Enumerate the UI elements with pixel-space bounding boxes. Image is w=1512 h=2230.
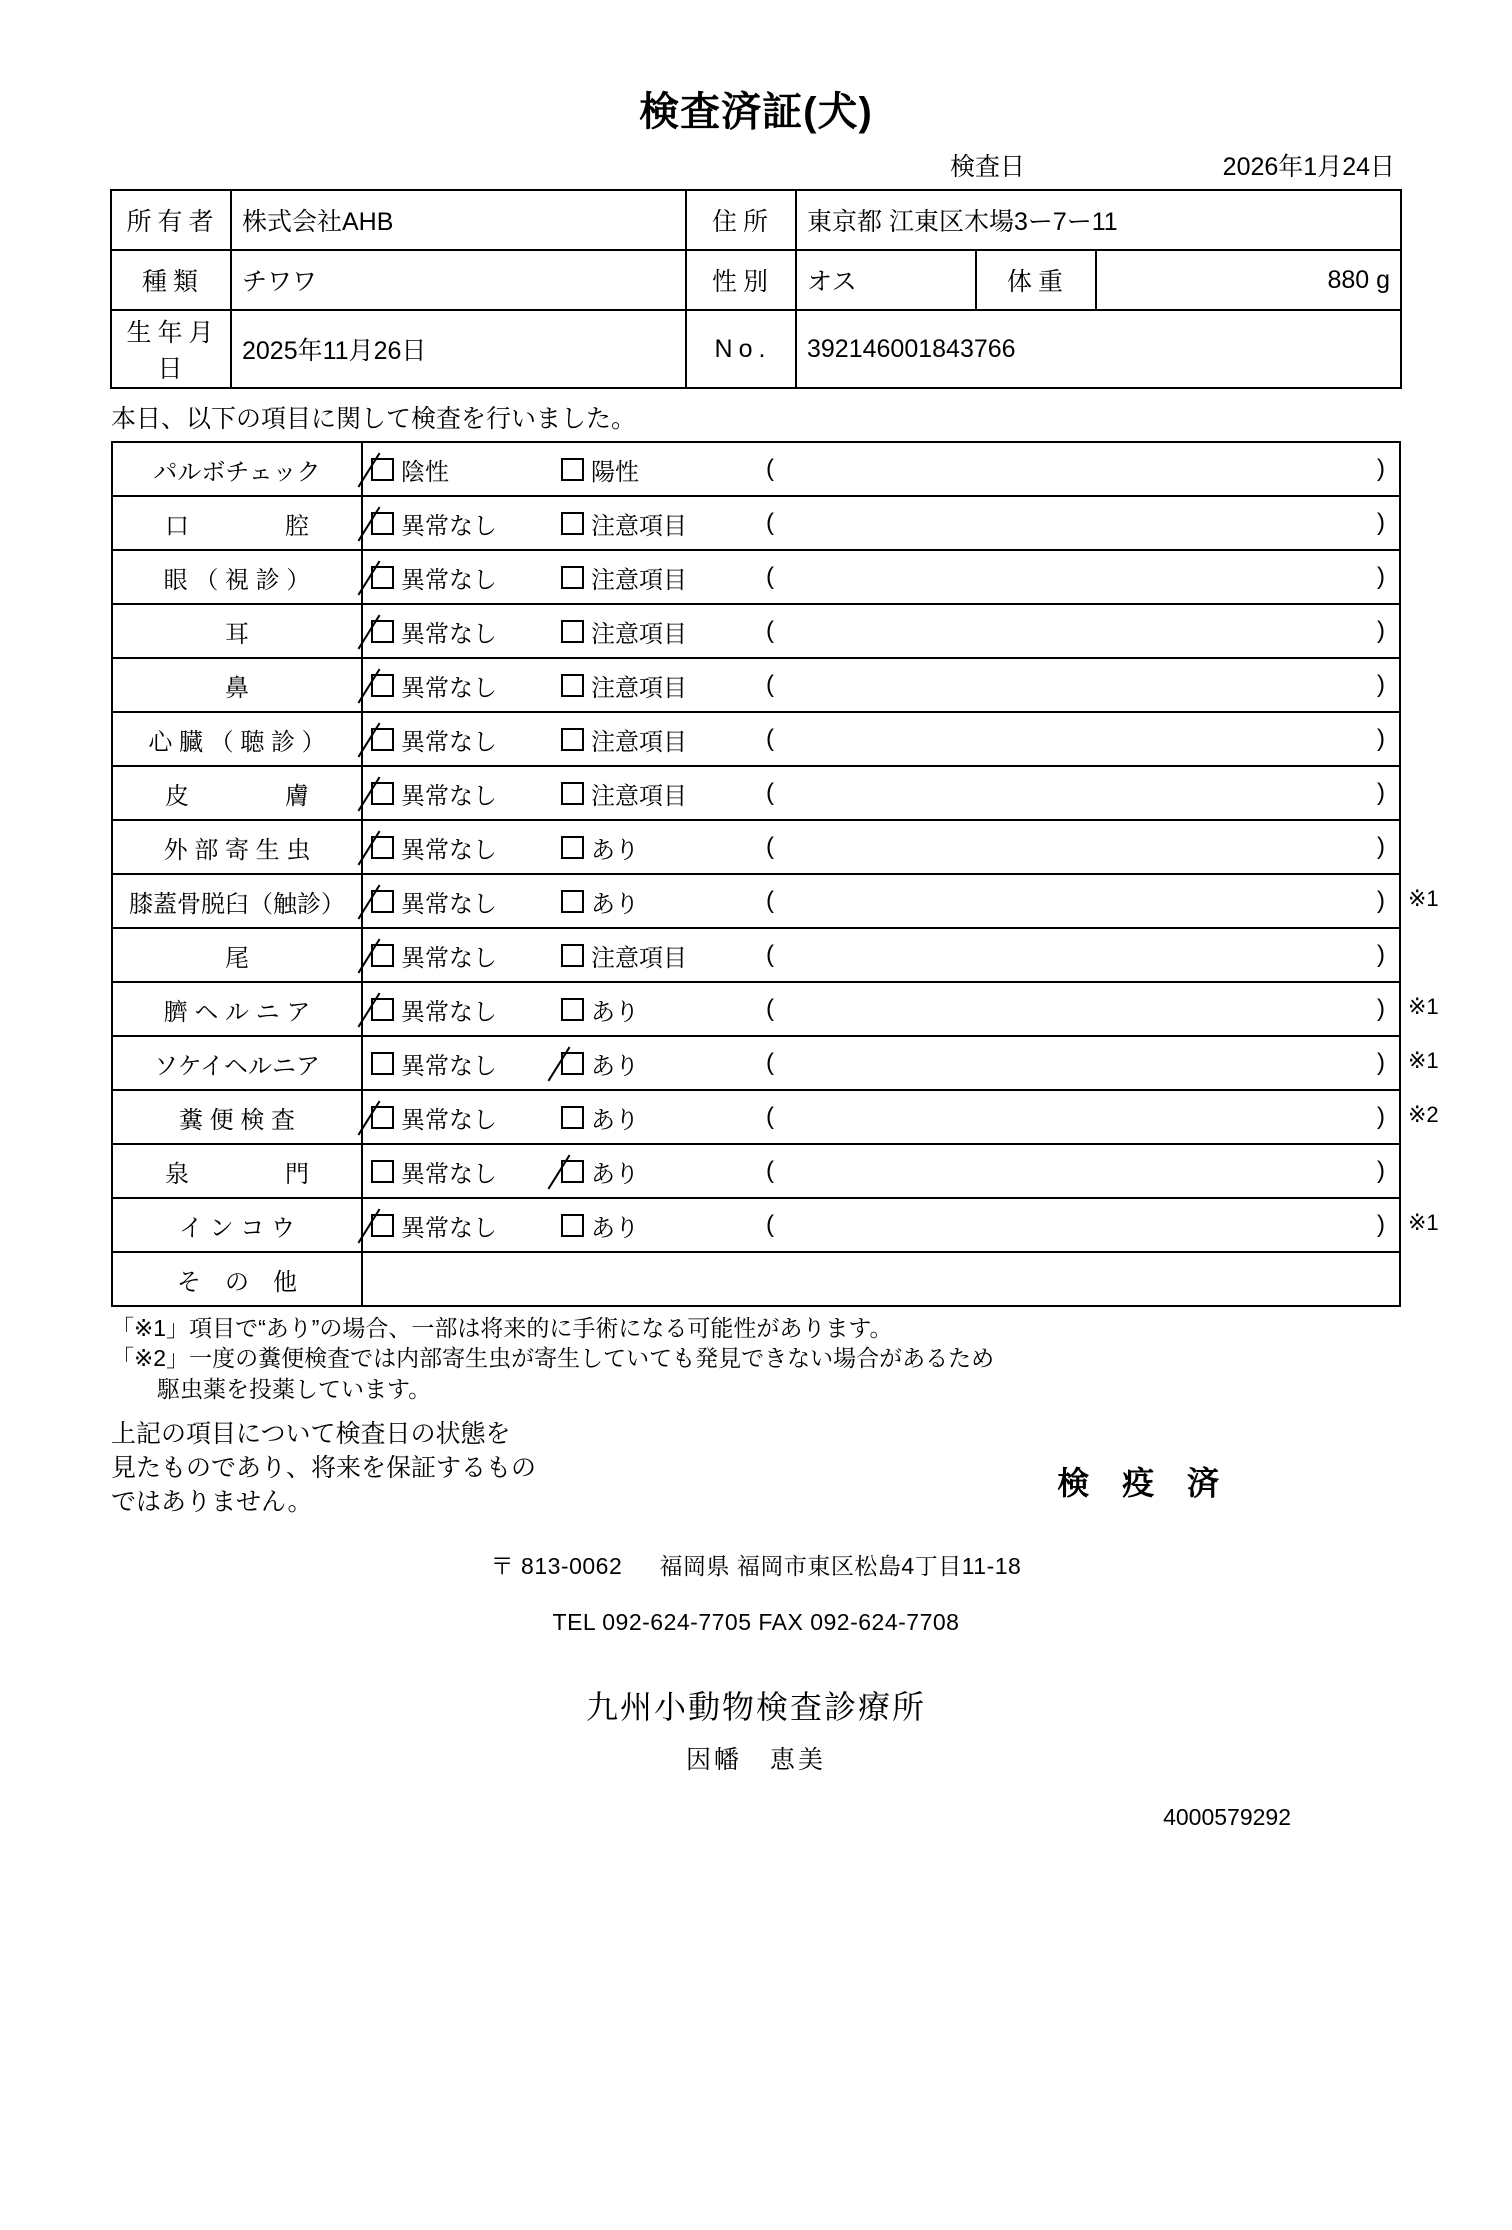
remark-paren-close: ): [1377, 941, 1385, 968]
checkbox-option-1[interactable]: [371, 992, 561, 1027]
remark-paren-close: ): [1377, 617, 1385, 644]
inspection-item-options: [362, 1198, 1400, 1252]
table-row: [112, 496, 1400, 550]
exam-date-row: [111, 147, 1401, 183]
checkbox-option-2[interactable]: [561, 1154, 766, 1189]
inspection-item-label: 口 腔: [112, 496, 362, 550]
inspection-item-options: [362, 550, 1400, 604]
clinic-address: 〒 813-0062 福岡県 福岡市東区松島4丁目11-18: [490, 1553, 1022, 1580]
checkbox-option-2[interactable]: [561, 506, 766, 541]
checkbox-icon[interactable]: [371, 1214, 394, 1237]
birthdate-value: 2025年11月26日: [231, 310, 686, 388]
table-row: [112, 604, 1400, 658]
owner-label: 所有者: [111, 190, 231, 250]
inspection-item-label: パルボチェック: [112, 442, 362, 496]
table-row: [112, 1198, 1400, 1252]
clinic-tel-fax: TEL 092-624-7705 FAX 092-624-7708: [552, 1609, 960, 1636]
checkbox-option-1-label: 陰性: [401, 458, 449, 486]
sex-label: 性別: [686, 250, 796, 310]
checkbox-option-2[interactable]: [561, 668, 766, 703]
checkbox-icon[interactable]: [371, 1160, 394, 1183]
inspection-item-label: 心 臓 （ 聴 診 ）: [112, 712, 362, 766]
statement-line-2: 見たものであり、将来を保証するもの: [111, 1453, 537, 1482]
checkbox-option-1[interactable]: [371, 884, 561, 919]
breed-label: 種類: [111, 250, 231, 310]
checkbox-option-1[interactable]: [371, 938, 561, 973]
note-marker: ※1: [1408, 1210, 1439, 1235]
checkbox-option-2[interactable]: [561, 938, 766, 973]
checkbox-option-1-label: 異常なし: [401, 1106, 497, 1134]
checkbox-option-2-label: あり: [591, 998, 639, 1026]
quarantine-stamp: 検 疫 済: [1057, 1465, 1231, 1502]
checkbox-option-1[interactable]: [371, 1208, 561, 1243]
checkbox-option-2-label: あり: [591, 1214, 639, 1242]
other-field[interactable]: [362, 1252, 1400, 1306]
checkbox-option-2-label: あり: [591, 836, 639, 864]
checkbox-option-2[interactable]: [561, 1100, 766, 1135]
exam-date-value: 2026年1月24日: [1222, 153, 1395, 181]
other-label: そ の 他: [112, 1252, 362, 1306]
remark-paren-close: ): [1377, 779, 1385, 806]
checkbox-option-2-label: あり: [591, 1106, 639, 1134]
checkbox-option-1[interactable]: [371, 1100, 561, 1135]
table-row: [112, 712, 1400, 766]
checkbox-option-2[interactable]: [561, 1208, 766, 1243]
birthdate-label: 生年月日: [111, 310, 231, 388]
inspection-item-label: イ ン コ ウ: [112, 1198, 362, 1252]
remark-paren-open: (: [766, 455, 774, 482]
note-marker: ※1: [1408, 994, 1439, 1019]
table-row: [111, 310, 1401, 388]
breed-value: チワワ: [231, 250, 686, 310]
remark-paren-close: ): [1377, 455, 1385, 482]
inspection-item-options: [362, 442, 1400, 496]
remark-paren-close: ): [1377, 671, 1385, 698]
intro-text: 本日、以下の項目に関して検査を行いました。: [111, 405, 637, 433]
address-value: 東京都 江東区木場3ー7ー11: [796, 190, 1401, 250]
checkbox-option-2[interactable]: [561, 776, 766, 811]
remark-paren-close: ): [1377, 563, 1385, 590]
page-title: 検査済証(犬): [639, 90, 873, 134]
checkbox-option-1-label: 異常なし: [401, 944, 497, 972]
address-label: 住所: [686, 190, 796, 250]
inspection-items-table: [111, 441, 1439, 1307]
owner-info-table: [110, 189, 1402, 389]
remark-paren-close: ): [1377, 509, 1385, 536]
checkbox-option-1[interactable]: [371, 1154, 561, 1189]
remark-paren-open: (: [766, 779, 774, 806]
checkbox-option-1[interactable]: [371, 722, 561, 757]
inspection-item-label: 尾: [112, 928, 362, 982]
inspection-item-label: 皮 膚: [112, 766, 362, 820]
checkbox-icon[interactable]: [561, 1214, 584, 1237]
inspection-item-options: [362, 1090, 1400, 1144]
table-row: [112, 982, 1400, 1036]
table-row: [112, 1252, 1400, 1306]
footer-contact: [111, 1548, 1401, 1636]
checkbox-option-2[interactable]: [561, 830, 766, 865]
inspection-item-label: 耳: [112, 604, 362, 658]
checkbox-icon[interactable]: [561, 1106, 584, 1129]
table-row: [111, 190, 1401, 250]
checkbox-icon[interactable]: [561, 998, 584, 1021]
remark-paren-open: (: [766, 995, 774, 1022]
inspection-item-options: [362, 712, 1400, 766]
checkbox-option-2-label: 注意項目: [591, 782, 687, 810]
remark-paren-open: (: [766, 617, 774, 644]
checkbox-icon[interactable]: [371, 566, 394, 589]
remark-paren-open: (: [766, 1049, 774, 1076]
remark-paren-open: (: [766, 509, 774, 536]
remark-paren-close: ): [1377, 887, 1385, 914]
checkbox-option-1-label: 異常なし: [401, 1214, 497, 1242]
table-row: [112, 928, 1400, 982]
inspection-item-label: 眼 （ 視 診 ）: [112, 550, 362, 604]
remark-paren-close: ): [1377, 1049, 1385, 1076]
checkbox-option-1[interactable]: [371, 1046, 561, 1081]
checkbox-icon[interactable]: [561, 782, 584, 805]
checkbox-icon[interactable]: [561, 1160, 584, 1183]
checkbox-option-2-label: 注意項目: [591, 728, 687, 756]
remark-paren-open: (: [766, 671, 774, 698]
checkbox-icon[interactable]: [371, 728, 394, 751]
checkbox-option-2-label: あり: [591, 890, 639, 918]
checkbox-icon[interactable]: [371, 944, 394, 967]
checkbox-option-1-label: 異常なし: [401, 728, 497, 756]
inspection-item-label: 外 部 寄 生 虫: [112, 820, 362, 874]
inspection-item-label: 鼻: [112, 658, 362, 712]
table-row: [112, 442, 1400, 496]
clinic-name: 九州小動物検査診療所: [585, 1689, 926, 1726]
checkbox-option-2[interactable]: [561, 1046, 766, 1081]
checkbox-icon[interactable]: [561, 944, 584, 967]
inspection-item-options: [362, 496, 1400, 550]
checkbox-option-2-label: 注意項目: [591, 674, 687, 702]
checkbox-icon[interactable]: [371, 836, 394, 859]
checkbox-icon[interactable]: [371, 458, 394, 481]
inspection-item-options: [362, 658, 1400, 712]
inspection-item-options: [362, 604, 1400, 658]
checkbox-option-1-label: 異常なし: [401, 1160, 497, 1188]
checkbox-icon[interactable]: [371, 890, 394, 913]
checkbox-icon[interactable]: [561, 620, 584, 643]
checkbox-icon[interactable]: [561, 836, 584, 859]
remark-paren-open: (: [766, 941, 774, 968]
table-row: [112, 820, 1400, 874]
checkbox-icon[interactable]: [371, 998, 394, 1021]
checkbox-option-2-label: 陽性: [591, 458, 639, 486]
remark-paren-close: ): [1377, 1103, 1385, 1130]
checkbox-icon[interactable]: [561, 512, 584, 535]
checkbox-icon[interactable]: [561, 890, 584, 913]
inspection-item-options: [362, 928, 1400, 982]
serial-number: 4000579292: [1163, 1804, 1291, 1831]
statement-text: [111, 1418, 751, 1519]
checkbox-option-2-label: 注意項目: [591, 944, 687, 972]
checkbox-option-2[interactable]: [561, 614, 766, 649]
weight-label: 体重: [976, 250, 1096, 310]
table-row: [112, 1036, 1400, 1090]
inspection-item-label: ソケイヘルニア: [112, 1036, 362, 1090]
checkbox-icon[interactable]: [561, 674, 584, 697]
checkbox-option-1-label: 異常なし: [401, 1052, 497, 1080]
remark-paren-close: ): [1377, 725, 1385, 752]
remark-paren-close: ): [1377, 995, 1385, 1022]
checkbox-icon[interactable]: [371, 1052, 394, 1075]
checkbox-option-1-label: 異常なし: [401, 782, 497, 810]
checkbox-option-1[interactable]: [371, 452, 561, 487]
checkbox-option-2-label: あり: [591, 1160, 639, 1188]
remark-paren-open: (: [766, 1157, 774, 1184]
checkbox-option-2[interactable]: [561, 452, 766, 487]
checkbox-icon[interactable]: [371, 512, 394, 535]
checkbox-option-1[interactable]: [371, 560, 561, 595]
checkbox-option-2-label: 注意項目: [591, 620, 687, 648]
checkbox-icon[interactable]: [561, 566, 584, 589]
remark-paren-open: (: [766, 1211, 774, 1238]
note-marker: ※1: [1408, 886, 1439, 911]
inspection-item-options: [362, 766, 1400, 820]
checkbox-option-1-label: 異常なし: [401, 674, 497, 702]
no-value: 392146001843766: [796, 310, 1401, 388]
checkbox-option-2[interactable]: [561, 560, 766, 595]
inspection-item-label: 糞 便 検 査: [112, 1090, 362, 1144]
checkbox-option-1-label: 異常なし: [401, 620, 497, 648]
remark-paren-open: (: [766, 1103, 774, 1130]
remark-paren-open: (: [766, 563, 774, 590]
checkbox-option-1-label: 異常なし: [401, 836, 497, 864]
checkbox-option-1-label: 異常なし: [401, 998, 497, 1026]
inspection-item-label: 膝蓋骨脱臼（触診）: [112, 874, 362, 928]
inspection-item-label: 泉 門: [112, 1144, 362, 1198]
no-label: No.: [686, 310, 796, 388]
table-row: [112, 766, 1400, 820]
checkbox-icon[interactable]: [561, 1052, 584, 1075]
footnotes: [111, 1313, 1401, 1404]
checkbox-icon[interactable]: [561, 728, 584, 751]
remark-paren-close: ): [1377, 833, 1385, 860]
checkbox-option-1[interactable]: [371, 668, 561, 703]
note-marker: ※2: [1408, 1102, 1439, 1127]
inspection-item-options: [362, 820, 1400, 874]
footnote-2: 「※2」一度の糞便検査では内部寄生虫が寄生していても発見できない場合があるため: [111, 1345, 995, 1372]
checkbox-option-2[interactable]: [561, 722, 766, 757]
checkbox-option-1-label: 異常なし: [401, 566, 497, 594]
note-marker: ※1: [1408, 1048, 1439, 1073]
inspection-item-options: [362, 982, 1400, 1036]
checkbox-option-1-label: 異常なし: [401, 890, 497, 918]
statement-line-1: 上記の項目について検査日の状態を: [111, 1420, 511, 1449]
table-row: [111, 250, 1401, 310]
remark-paren-open: (: [766, 833, 774, 860]
examiner-name: 因幡 恵美: [685, 1746, 826, 1775]
checkbox-option-2-label: 注意項目: [591, 512, 687, 540]
table-row: [112, 1144, 1400, 1198]
checkbox-icon[interactable]: [371, 1106, 394, 1129]
checkbox-icon[interactable]: [561, 458, 584, 481]
checkbox-option-1[interactable]: [371, 776, 561, 811]
inspection-item-options: [362, 1036, 1400, 1090]
table-row: [112, 658, 1400, 712]
weight-value: 880 g: [1096, 250, 1401, 310]
certificate-page: [0, 80, 1512, 2230]
exam-date-label: 検査日: [949, 153, 1025, 181]
checkbox-option-1-label: 異常なし: [401, 512, 497, 540]
footnote-1: 「※1」項目で“あり”の場合、一部は将来的に手術になる可能性があります。: [111, 1315, 893, 1341]
inspection-item-options: [362, 874, 1400, 928]
checkbox-option-2-label: あり: [591, 1052, 639, 1080]
checkbox-option-2[interactable]: [561, 992, 766, 1027]
checkbox-icon[interactable]: [371, 674, 394, 697]
checkbox-option-1[interactable]: [371, 830, 561, 865]
remark-paren-close: ): [1377, 1157, 1385, 1184]
table-row: [112, 550, 1400, 604]
remark-paren-open: (: [766, 725, 774, 752]
checkbox-option-1[interactable]: [371, 506, 561, 541]
checkbox-option-2-label: 注意項目: [591, 566, 687, 594]
checkbox-icon[interactable]: [371, 620, 394, 643]
remark-paren-open: (: [766, 887, 774, 914]
footnote-3: 駆虫薬を投薬しています。: [157, 1375, 432, 1402]
inspection-item-label: 臍 ヘ ル ニ ア: [112, 982, 362, 1036]
table-row: [112, 1090, 1400, 1144]
checkbox-option-1[interactable]: [371, 614, 561, 649]
statement-line-3: ではありません。: [111, 1487, 313, 1516]
owner-value: 株式会社AHB: [231, 190, 686, 250]
inspection-item-options: [362, 1144, 1400, 1198]
checkbox-option-2[interactable]: [561, 884, 766, 919]
checkbox-icon[interactable]: [371, 782, 394, 805]
statement-block: [111, 1418, 1401, 1538]
sex-value: オス: [796, 250, 976, 310]
remark-paren-close: ): [1377, 1211, 1385, 1238]
table-row: [112, 874, 1400, 928]
